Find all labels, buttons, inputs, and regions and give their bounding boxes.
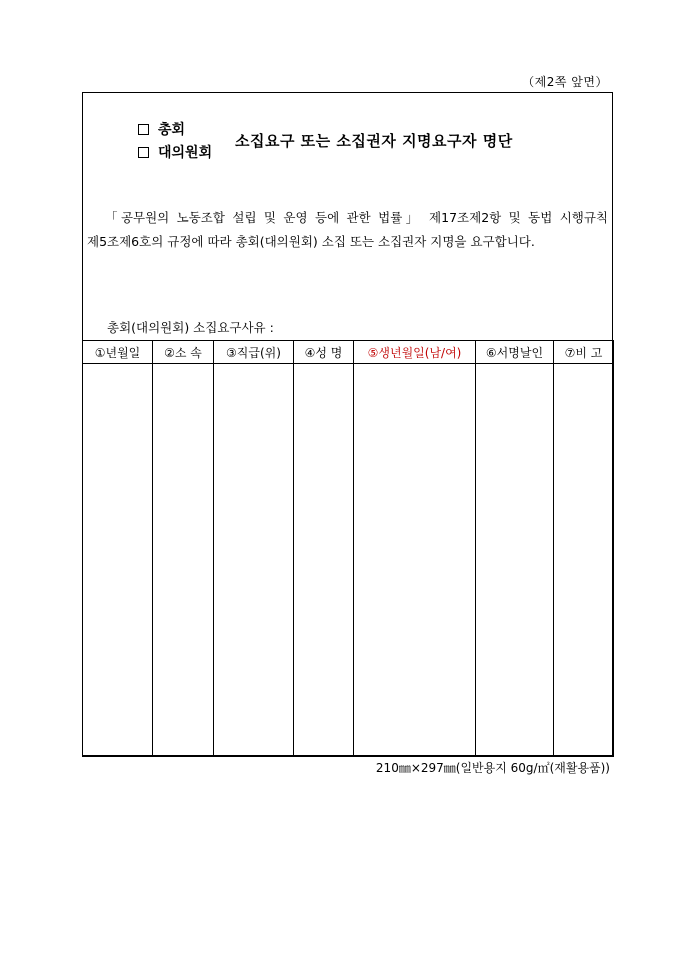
table-cell[interactable]	[294, 364, 354, 757]
checkbox-label-delegates-council: 대의원회	[158, 145, 213, 161]
column-header-date: ①년월일	[83, 341, 153, 364]
table-cell[interactable]	[153, 364, 214, 757]
checkbox-general-assembly[interactable]	[138, 119, 185, 139]
column-header-name: ④성 명	[294, 341, 354, 364]
column-header-rank: ③직급(위)	[214, 341, 294, 364]
table-cell[interactable]	[476, 364, 554, 757]
paper-size-note: 210㎜×297㎜(일반용지 60g/㎡(재활용품))	[375, 761, 610, 775]
checkbox-square-icon[interactable]	[138, 124, 149, 135]
column-header-birthdate-gender: ⑤생년월일(남/여)	[354, 341, 476, 364]
body-text: 「공무원의 노동조합 설립 및 운영 등에 관한 법률」 제17조제2항 및 동법 시행규칙 제5조제6호의 규정에 따라 총회(대의원회) 소집 또는 소집권자 지명을 요구합니다.	[87, 210, 608, 249]
table-row	[83, 364, 614, 757]
table-header-row	[83, 341, 614, 364]
checkbox-delegates-council[interactable]	[138, 142, 212, 162]
roster-table	[82, 340, 614, 757]
checkbox-label-general-assembly: 총회	[158, 122, 186, 138]
column-header-signature: ⑥서명날인	[476, 341, 554, 364]
reason-label: 총회(대의원회) 소집요구사유 :	[107, 320, 274, 335]
checkbox-square-icon[interactable]	[138, 147, 149, 158]
page-label: （제2쪽 앞면）	[522, 75, 608, 89]
form-box	[82, 92, 613, 756]
table-cell[interactable]	[83, 364, 153, 757]
document-title: 소집요구 또는 소집권자 지명요구자 명단	[235, 132, 513, 150]
column-header-affiliation: ②소 속	[153, 341, 214, 364]
table-cell[interactable]	[354, 364, 476, 757]
column-header-remarks: ⑦비 고	[554, 341, 614, 364]
table-cell[interactable]	[214, 364, 294, 757]
table-cell[interactable]	[554, 364, 614, 757]
title-area	[138, 119, 612, 169]
